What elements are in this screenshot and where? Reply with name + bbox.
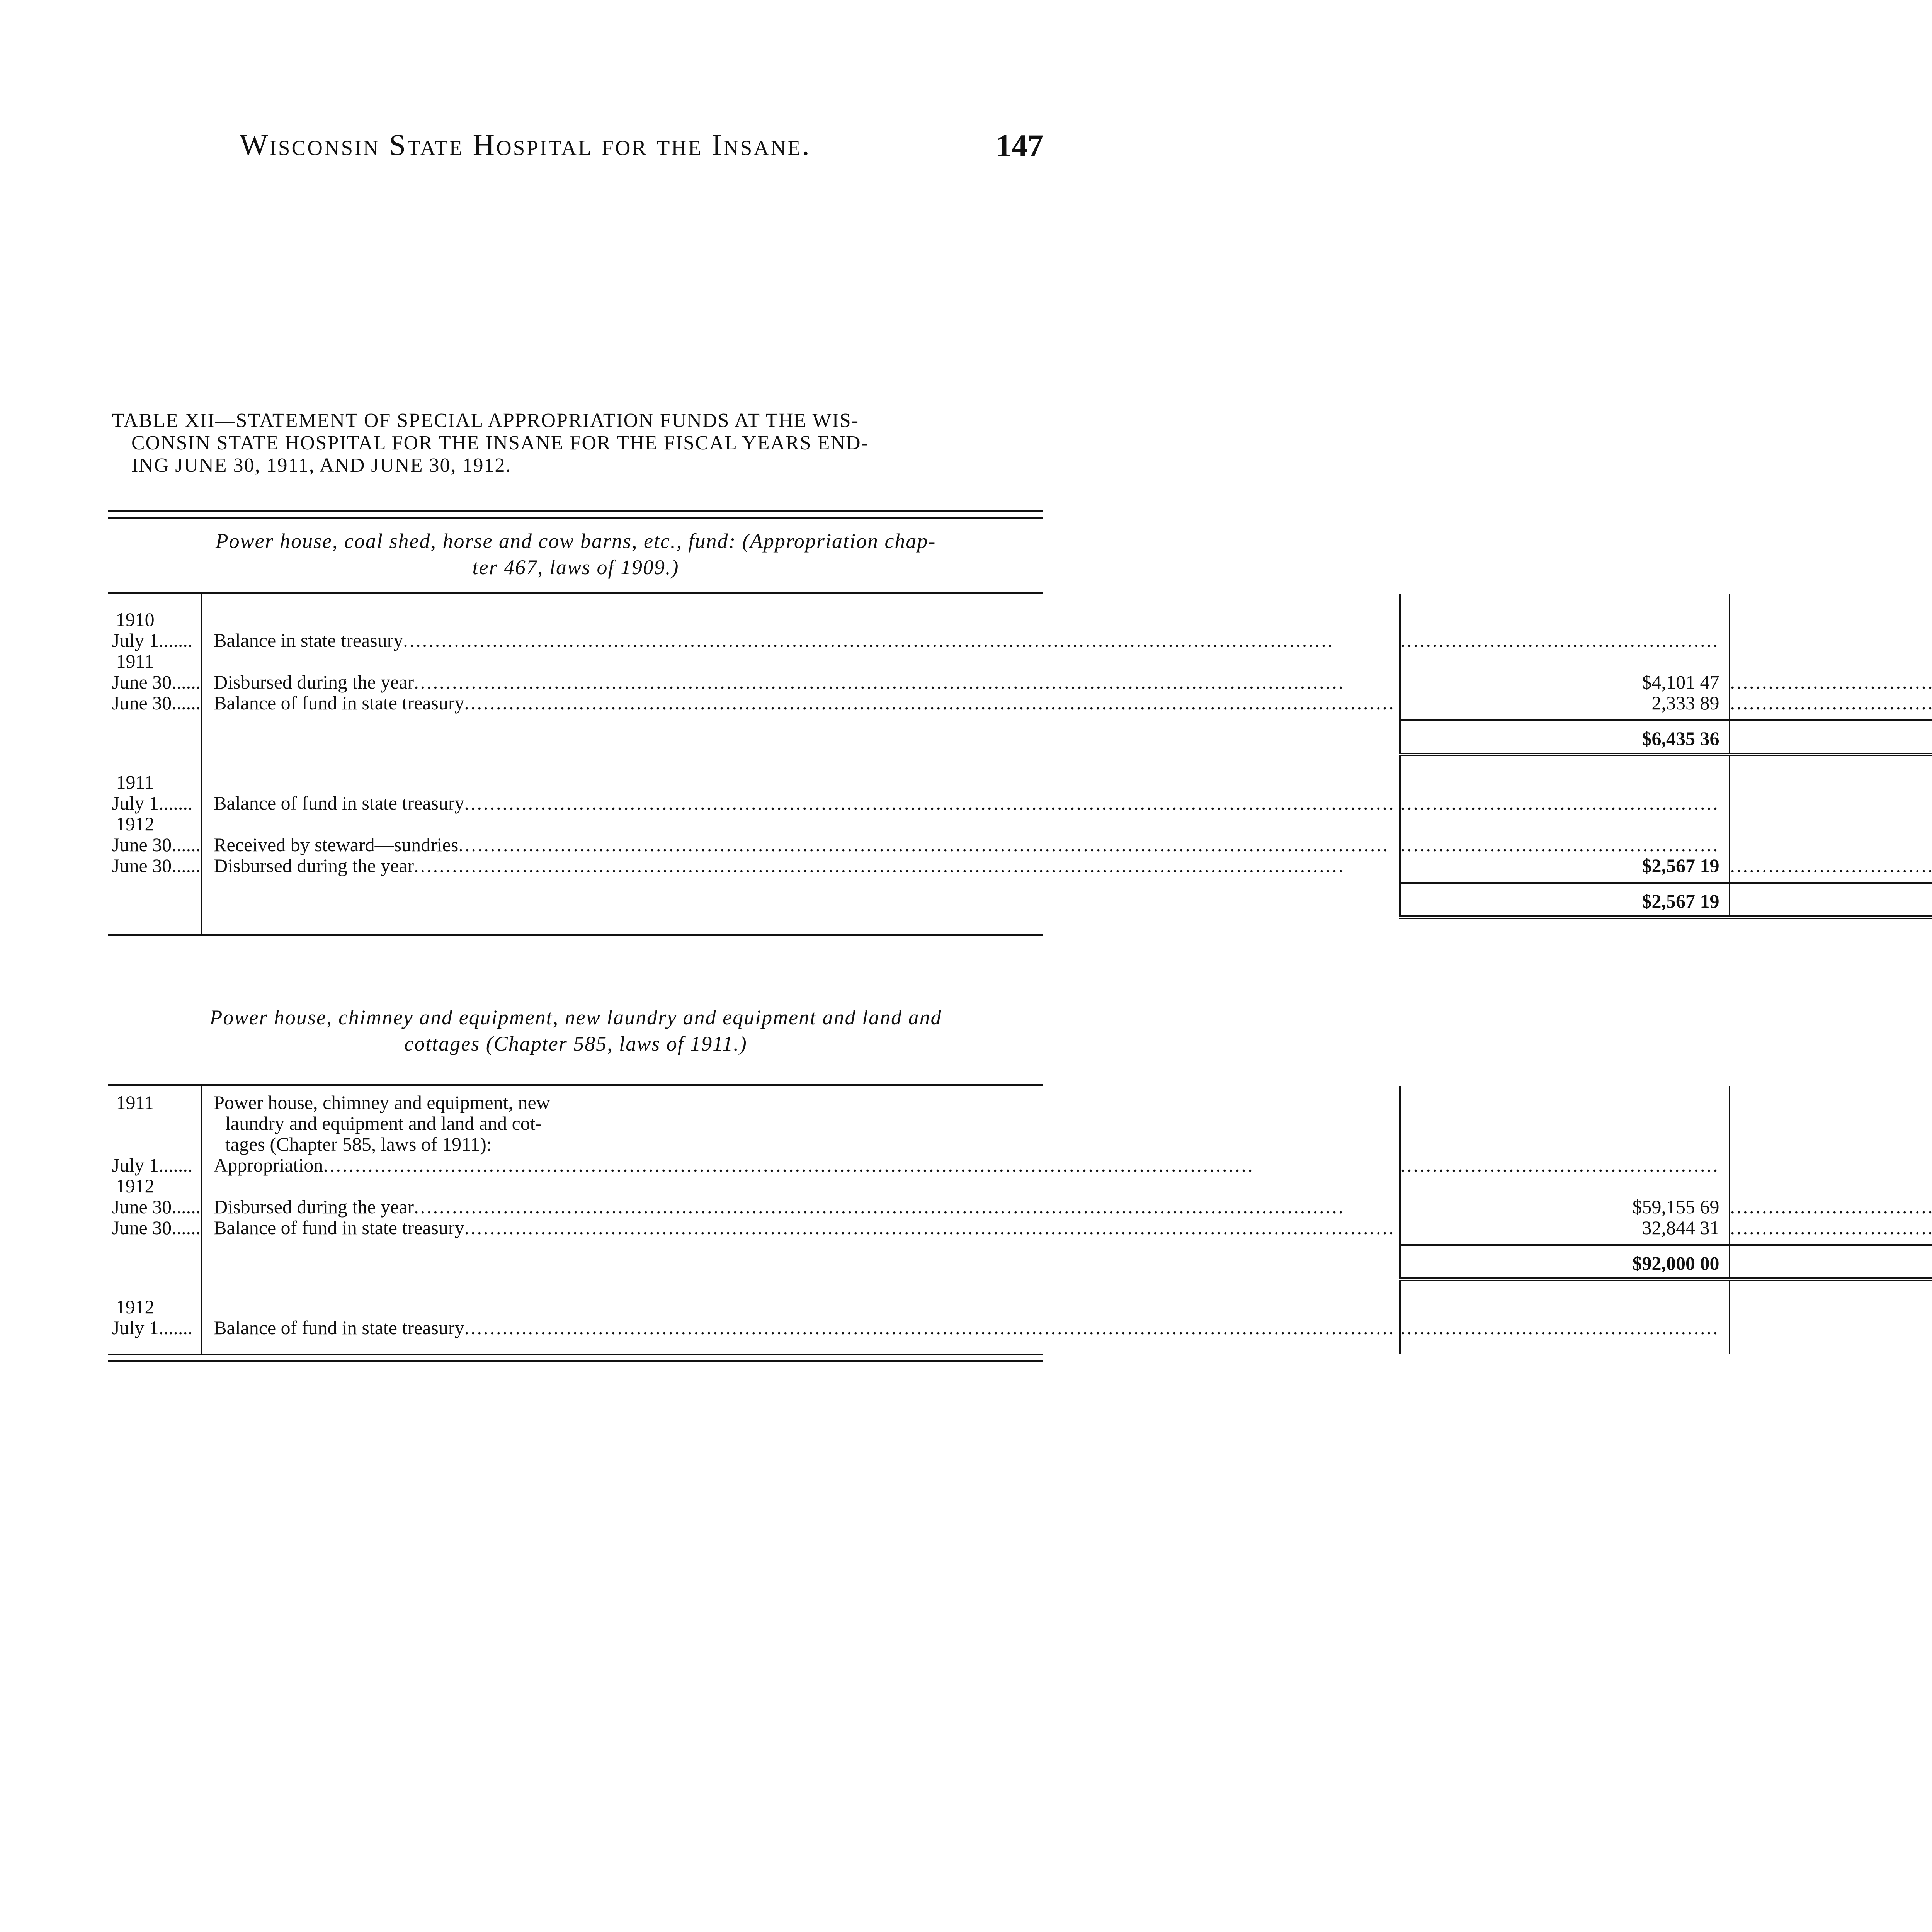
total-debit: $6,435 36 [1642,728,1719,749]
row-amount-debit: $2,567 19 [1642,855,1719,876]
table-row [108,813,1932,855]
dot-leader [1401,793,1719,813]
section-bottom-rule [108,934,1043,936]
row-description: Disbursed during the year [214,1196,414,1218]
section-bottom-rule [108,1354,1043,1362]
row-description: Power house, chimney and equipment, new [214,1092,550,1113]
row-description: Balance of fund in state treasury [214,1317,464,1338]
section-caption-line-2: ter 467, laws of 1909.) [472,556,679,579]
section-caption-line-2: cottages (Chapter 585, laws of 1911.) [404,1032,747,1055]
row-date: June 30...... [112,692,201,714]
dot-leader [1730,855,1932,876]
row-date: June 30...... [112,671,201,693]
total-debit: $92,000 00 [1632,1252,1719,1274]
row-description: Appropriation [214,1154,323,1176]
row-description: Disbursed during the year [214,855,414,876]
dot-leader [1401,834,1719,855]
total-row [108,883,1932,917]
row-amount-debit: $59,155 69 [1632,1196,1719,1218]
table-row [108,1296,1932,1338]
table-title [112,410,1047,477]
total-row [108,1245,1932,1279]
row-amount-debit: 2,333 89 [1651,692,1719,714]
row-year: 1911 [116,1092,154,1113]
row-description: Balance of fund in state treasury [214,692,464,714]
dot-leader [1730,692,1932,713]
row-year: 1911 [116,650,154,672]
row-year: 1912 [116,1296,155,1318]
dot-leader [1401,1155,1719,1175]
section-caption-line-1: Power house, coal shed, horse and cow barns, etc., fund: (Appropriation chap- [215,529,936,553]
row-description: Disbursed during the year [214,671,414,693]
table-title-line-2: CONSIN STATE HOSPITAL FOR THE INSANE FOR THE FISCAL YEARS END- [131,432,869,454]
row-date: June 30...... [112,1217,201,1238]
total-row [108,720,1932,755]
row-amount-debit: $4,101 47 [1642,671,1719,693]
table-row [108,772,1932,813]
row-date: July 1....... [112,629,193,651]
table-row [108,1155,1932,1175]
row-description-cont: laundry and equipment and land and cot- [225,1112,542,1134]
table-row [108,1175,1932,1217]
section-caption [108,1004,1043,1057]
page-header [240,128,1043,174]
table-row [108,609,1932,651]
row-description: Balance in state treasury [214,629,403,651]
section-caption [108,528,1043,580]
row-year: 1911 [116,771,154,793]
table-title-line-3: ING JUNE 30, 1911, AND JUNE 30, 1912. [131,454,512,476]
table-title-line-1: TABLE XII—STATEMENT OF SPECIAL APPROPRIATION FUNDS AT THE WIS- [112,410,859,432]
total-debit: $2,567 19 [1642,890,1719,912]
dot-leader [1401,630,1719,651]
section-top-rule [108,510,1043,519]
dot-leader [1730,672,1932,692]
running-title: Wisconsin State Hospital for the Insane. [240,128,811,162]
row-date: June 30...... [112,834,201,855]
row-date: July 1....... [112,1154,193,1176]
row-date: July 1....... [112,792,193,814]
row-description: Balance of fund in state treasury [214,792,464,814]
row-description: Received by steward—sundries [214,834,459,855]
dot-leader [1730,1196,1932,1217]
table-row-heading [108,1092,1932,1155]
row-year: 1910 [116,609,155,630]
ledger-table-2 [108,1086,1932,1354]
ledger-table-1 [108,594,1932,934]
table-row [108,855,1932,876]
table-row [108,651,1932,692]
row-date: June 30...... [112,1196,201,1218]
row-description: Balance of fund in state treasury [214,1217,464,1238]
row-year: 1912 [116,1175,155,1197]
section-power-house-coal-shed [108,510,1719,936]
row-amount-debit: 32,844 31 [1642,1217,1719,1238]
row-description-cont: tages (Chapter 585, laws of 1911): [225,1133,492,1155]
row-year: 1912 [116,813,155,835]
table-row [108,1217,1932,1238]
row-date: July 1....... [112,1317,193,1338]
dot-leader [1730,1217,1932,1238]
dot-leader [1401,1317,1719,1338]
page-number: 147 [996,128,1043,163]
section-power-house-chimney [108,995,1719,1362]
table-row [108,692,1932,713]
section-caption-line-1: Power house, chimney and equipment, new laundry and equipment and land and [209,1006,942,1029]
row-date: June 30...... [112,855,201,876]
